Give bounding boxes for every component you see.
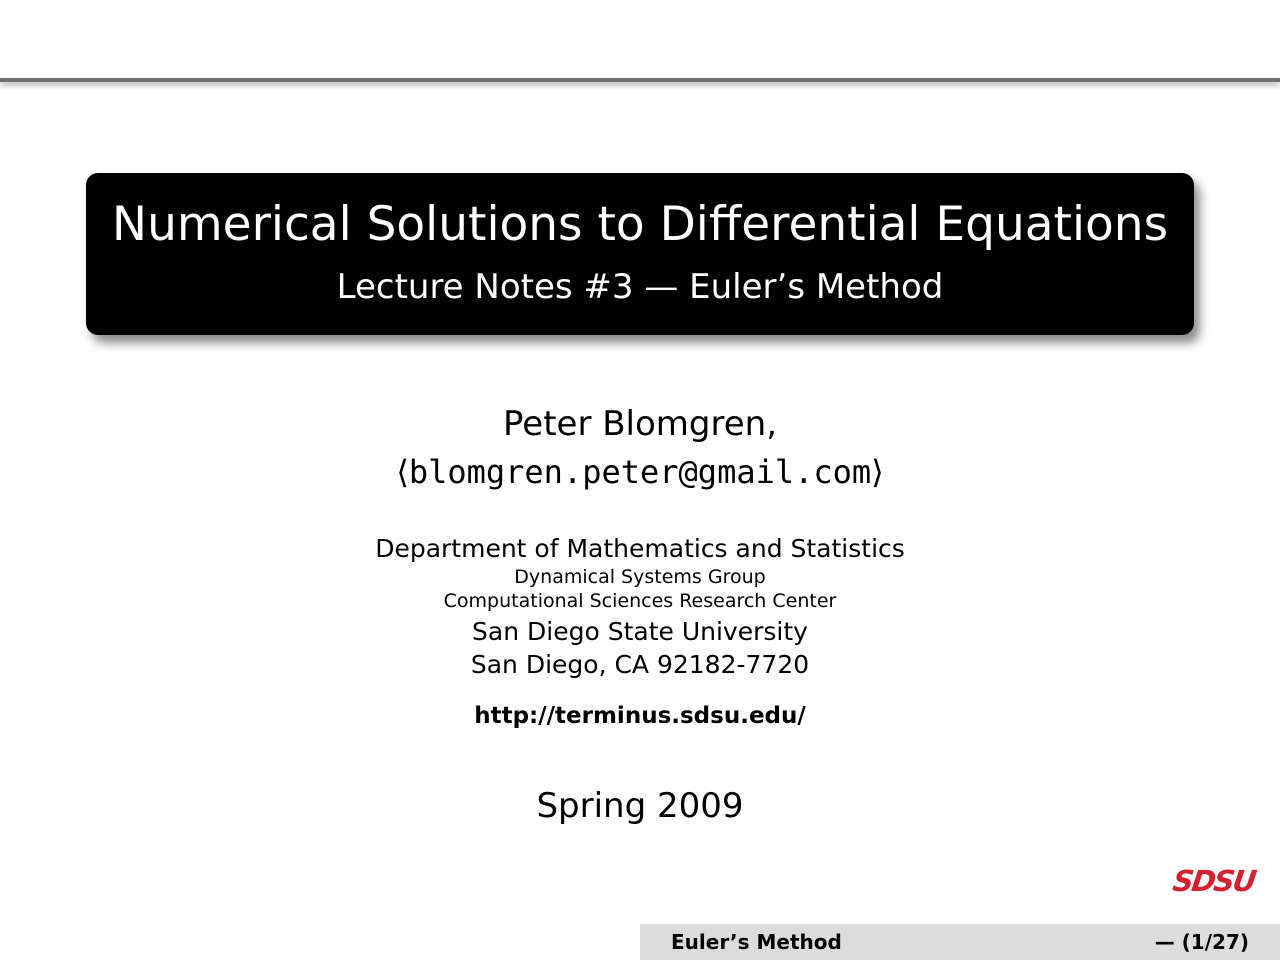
footer-bar (640, 924, 1280, 960)
research-center: Computational Sciences Research Center (443, 590, 837, 612)
presentation-date: Spring 2009 (536, 786, 744, 826)
sdsu-logo (1171, 866, 1271, 896)
author-email-line (0, 450, 1280, 494)
presentation-subtitle: Lecture Notes #3 — Euler’s Method (336, 267, 944, 307)
page-indicator: — (1/27) (1154, 930, 1249, 954)
department: Department of Mathematics and Statistics (375, 534, 905, 563)
author-email[interactable]: blomgren.peter@gmail.com (408, 453, 872, 491)
presentation-title: Numerical Solutions to Differential Equations (111, 197, 1169, 252)
research-group: Dynamical Systems Group (514, 566, 766, 588)
author-name: Peter Blomgren, (502, 404, 778, 444)
sdsu-logo-text: SDSU (1170, 864, 1257, 898)
title-box (86, 173, 1194, 335)
email-close-bracket: ⟩ (871, 453, 884, 491)
university: San Diego State University (472, 617, 808, 646)
header-bar (0, 78, 1280, 82)
address: San Diego, CA 92182-7720 (470, 650, 810, 679)
footer-title: Euler’s Method (671, 930, 842, 954)
website-link[interactable]: http://terminus.sdsu.edu/ (474, 703, 806, 729)
email-open-bracket: ⟨ (396, 453, 409, 491)
